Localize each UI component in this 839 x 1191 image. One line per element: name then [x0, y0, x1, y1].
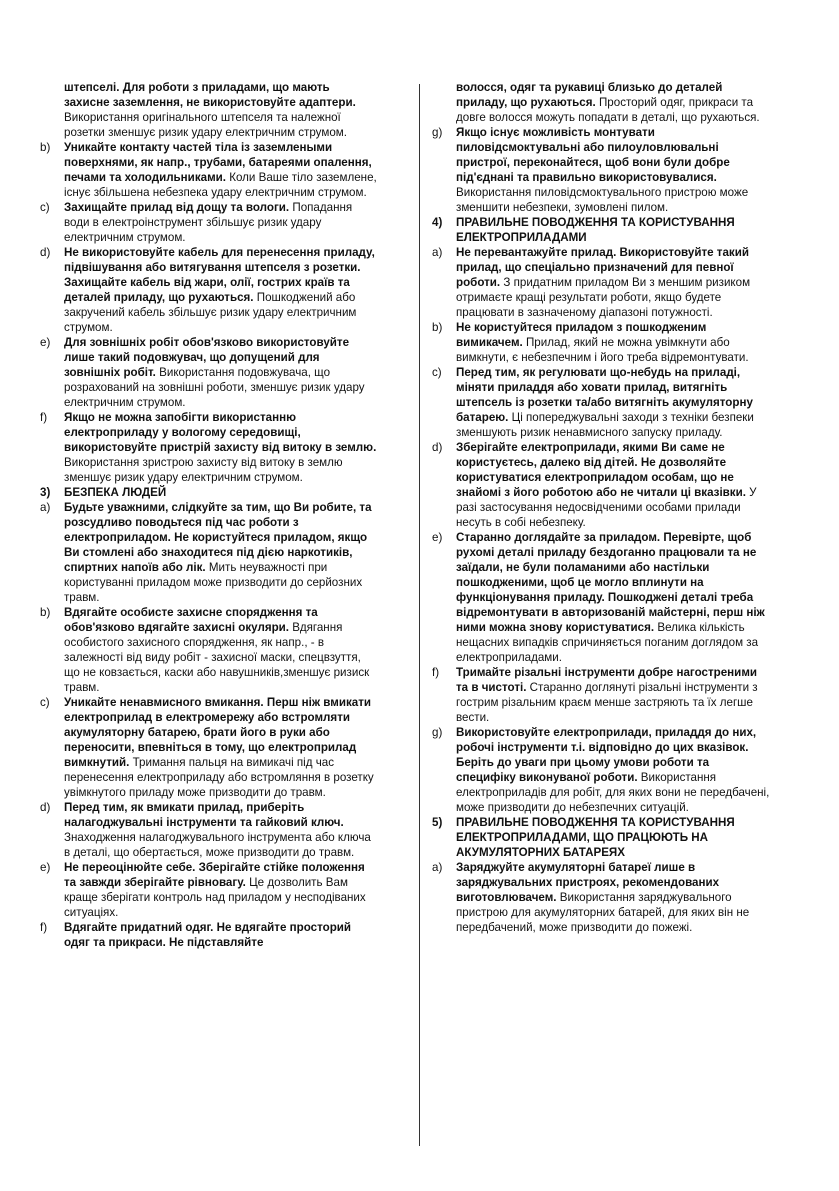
item-body-text: З придатним приладом Ви з меншим ризиком отримаєте кращі результати роботи, якщо будете працювати в зазначеному діапазоні потужності. — [456, 276, 751, 319]
item-bold-text: Не перевантажуйте прилад. Використовуйте такий прилад, що спеціально призначений для певної роботи. — [456, 246, 749, 289]
item-body-text: У разі застосування недосвідченими особами прилади несуть в собі небезпеку. — [456, 486, 757, 529]
section-heading-3 — [40, 485, 378, 500]
item-marker: d) — [40, 801, 51, 814]
item-marker: f) — [432, 666, 440, 679]
item-bold-text: Захищайте прилад від дощу та вологи. — [64, 201, 290, 214]
section-number: 3) — [40, 486, 51, 499]
list-item — [40, 500, 378, 605]
item-bold-text: Зберігайте електроприлади, якими Ви саме не користуєтесь, далеко від дітей. Не дозволяйте користуватися електроприладом особам, що не знайомі з його роботою або не читали ці вказівки. — [456, 441, 746, 499]
section-heading-4 — [432, 215, 770, 245]
item-marker: b) — [40, 141, 51, 154]
item-marker: e) — [40, 336, 51, 349]
section-number: 5) — [432, 816, 443, 829]
item-body-text: Коли Ваше тіло заземлене, існує збільшена небезпека удару електричним струмом. — [64, 171, 377, 199]
list-item — [40, 695, 378, 800]
list-item — [432, 125, 770, 215]
list-item — [40, 800, 378, 860]
item-bold-text: Не використовуйте кабель для перенесення приладу, підвішування або витягування штепселя з розетки. Захищайте кабель від жари, олії, гострих країв та деталей приладу, що рухаються. — [64, 246, 375, 304]
item-marker: b) — [432, 321, 443, 334]
item-body-text: Старанно доглянуті різальні інструменти з гострим різальним краєм менше застряють та їх легше вести. — [456, 681, 758, 724]
list-item — [432, 725, 770, 815]
section-heading-5 — [432, 815, 770, 860]
item-marker: c) — [432, 366, 442, 379]
section-number: 4) — [432, 216, 443, 229]
list-item — [432, 245, 770, 320]
item-body-text: Використання оригінального штепселя та належної розетки зменшує ризик удару електричним струмом. — [64, 111, 347, 139]
item-body-text: Велика кількість нещасних випадків спричиняється поганим доглядом за електроприладами. — [456, 621, 759, 664]
item-marker: a) — [432, 861, 443, 874]
list-item — [40, 335, 378, 410]
item-bold-text: Якщо існує можливість монтувати пиловідсмоктувальні або пилоуловлювальні пристрої, переконайтеся, щоб вони були добре під'єднані та правильно використовувалися. — [456, 126, 730, 184]
item-bold-text: Тримайте різальні інструменти добре нагостреними та в чистоті. — [456, 666, 758, 694]
item-bold-text: волосся, одяг та рукавиці близько до деталей приладу, що рухаються. — [456, 81, 723, 109]
item-marker: d) — [432, 441, 443, 454]
item-body-text: Це дозволить Вам краще зберігати контроль над приладом у несподіваних ситуаціях. — [64, 876, 366, 919]
continued-paragraph — [432, 80, 770, 125]
item-marker: a) — [40, 501, 51, 514]
right-column — [432, 80, 770, 935]
item-marker: b) — [40, 606, 51, 619]
list-item — [40, 200, 378, 245]
list-item — [432, 530, 770, 665]
item-body-text: Мить неуважності при користуванні приладом може призводити до серйозних травм. — [64, 561, 363, 604]
column-divider — [419, 84, 420, 1146]
item-marker: g) — [432, 126, 443, 139]
item-marker: c) — [40, 696, 50, 709]
section-title: БЕЗПЕКА ЛЮДЕЙ — [64, 486, 167, 499]
item-bold-text: штепселі. Для роботи з приладами, що мають захисне заземлення, не використовуйте адаптери. — [64, 81, 356, 109]
item-bold-text: Не переоцінюйте себе. Зберігайте стійке положення та завжди зберігайте рівновагу. — [64, 861, 365, 889]
list-item — [40, 140, 378, 200]
item-bold-text: Уникайте ненавмисного вмикання. Перш ніж вмикати електроприлад в електромережу або встромляти акумуляторну батарею, брати його в руки або переносити, впевніться в тому, що електроприлад вимкнутий. — [64, 696, 372, 769]
list-item — [40, 410, 378, 485]
item-marker: c) — [40, 201, 50, 214]
list-item — [40, 860, 378, 920]
list-item — [432, 320, 770, 365]
item-body-text: Пошкоджений або закручений кабель збільшує ризик удару електричним струмом. — [64, 291, 357, 334]
continued-paragraph — [40, 80, 378, 140]
item-bold-text: Якщо не можна запобігти використанню електроприладу у вологому середовищі, використовуйте пристрій захисту від витоку в землю. — [64, 411, 377, 454]
item-bold-text: Вдягайте особисте захисне спорядження та обов'язково вдягайте захисні окуляри. — [64, 606, 318, 634]
item-marker: d) — [40, 246, 51, 259]
list-item — [432, 440, 770, 530]
item-marker: a) — [432, 246, 443, 259]
list-item — [40, 605, 378, 695]
item-bold-text: Для зовнішніх робіт обов'язково використовуйте лише такий подовжувач, що допущений для зовнішніх робіт. — [64, 336, 350, 379]
item-body-text: Попадання води в електроінструмент збільшує ризик удару електричним струмом. — [64, 201, 353, 244]
item-body-text: Просторий одяг, прикраси та довге волосся можуть попадати в деталі, що рухаються. — [456, 96, 760, 124]
list-item — [432, 665, 770, 725]
item-body-text: Використання подовжувача, що розрахований на зовнішні роботи, зменшує ризик удару електричним струмом. — [64, 366, 365, 409]
item-marker: g) — [432, 726, 443, 739]
item-body-text: Вдягання особистого захисного спорядження, як напр., - в залежності від виду робіт - захисної маски, спецвзуття, що не ковзається, каски або навушників,зменшує ризиск травм. — [64, 621, 370, 694]
item-marker: e) — [432, 531, 443, 544]
list-item — [40, 920, 378, 950]
list-item — [432, 365, 770, 440]
list-item — [432, 860, 770, 935]
item-bold-text: Заряджуйте акумуляторні батареї лише в заряджувальних пристроях, рекомендованих виготовлювачем. — [456, 861, 720, 904]
left-column — [40, 80, 378, 950]
item-body-text: Використання зристрою захисту від витоку в землю зменшує ризик удару електричним струмом. — [64, 456, 343, 484]
item-body-text: Використання заряджувального пристрою для акумуляторних батарей, для яких він не передбачений, може призводити до пожежі. — [456, 891, 750, 934]
item-body-text: Використання пиловідсмоктувального пристрою може зменшити небезпеки, зумовлені пилом. — [456, 186, 749, 214]
item-body-text: Тримання пальця на вимикачі під час перенесення електроприладу або встромляння в розетку увімкнутого приладу може призводити до травм. — [64, 756, 374, 799]
item-bold-text: Старанно доглядайте за приладом. Перевірте, щоб рухомі деталі приладу бездоганно працювали та не заїдали, не були поламаними або настільки пошкодженими, щоб це могло вплинути на функціонування приладу. Пошкоджені деталі треба відремонтувати в авторизованій майстерні, перш ніж ними можна знову користуватися. — [456, 531, 765, 634]
item-marker: f) — [40, 921, 48, 934]
item-marker: f) — [40, 411, 48, 424]
item-bold-text: Перед тим, як регулювати що-небудь на приладі, міняти приладдя або ховати прилад, витягніть штепсель із розетки та/або витягніть акумуляторну батарею. — [456, 366, 753, 424]
item-bold-text: Не користуйтеся приладом з пошкодженим вимикачем. — [456, 321, 707, 349]
item-body-text: Використання електроприладів для робіт, для яких вони не передбачені, може призводити до небезпечних ситуацій. — [456, 771, 770, 814]
item-bold-text: Вдягайте придатний одяг. Не вдягайте просторий одяг та прикраси. Не підставляйте — [64, 921, 352, 949]
item-marker: e) — [40, 861, 51, 874]
section-title: ПРАВИЛЬНЕ ПОВОДЖЕННЯ ТА КОРИСТУВАННЯ ЕЛЕКТРОПРИЛАДАМИ, ЩО ПРАЦЮЮТЬ НА АКУМУЛЯТОРНИХ БАТАРЕЯХ — [456, 816, 735, 859]
item-body-text: Знаходження налагоджувального інструмента або ключа в деталі, що обертається, може призводити до травм. — [64, 831, 371, 859]
item-body-text: Прилад, який не можна увімкнути або вимкнути, є небезпечним і його треба відремонтувати. — [456, 336, 749, 364]
item-bold-text: Уникайте контакту частей тіла із заземлеными поверхнями, як напр., трубами, батареями опалення, печами та холодильниками. — [64, 141, 372, 184]
list-item — [40, 245, 378, 335]
item-body-text: Ці попереджувальні заходи з техніки безпеки зменшують ризик ненавмисного запуску приладу. — [456, 411, 754, 439]
section-title: ПРАВИЛЬНЕ ПОВОДЖЕННЯ ТА КОРИСТУВАННЯ ЕЛЕКТРОПРИЛАДАМИ — [456, 216, 735, 244]
item-bold-text: Використовуйте електроприлади, приладдя до них, робочі інструменти т.і. відповідно до цих вказівок. Беріть до уваги при цьому умови роботи та специфіку виконуваної роботи. — [456, 726, 757, 784]
item-bold-text: Будьте уважними, слідкуйте за тим, що Ви робите, та розсудливо поводьтеся під час роботи з електроприладом. Не користуйтеся приладом, якщо Ви стомлені або знаходитеся під дією наркотиків, спиртних напоїв або лік. — [64, 501, 372, 574]
item-bold-text: Перед тим, як вмикати прилад, приберіть налагоджувальні інструменти та гайковий ключ. — [64, 801, 344, 829]
